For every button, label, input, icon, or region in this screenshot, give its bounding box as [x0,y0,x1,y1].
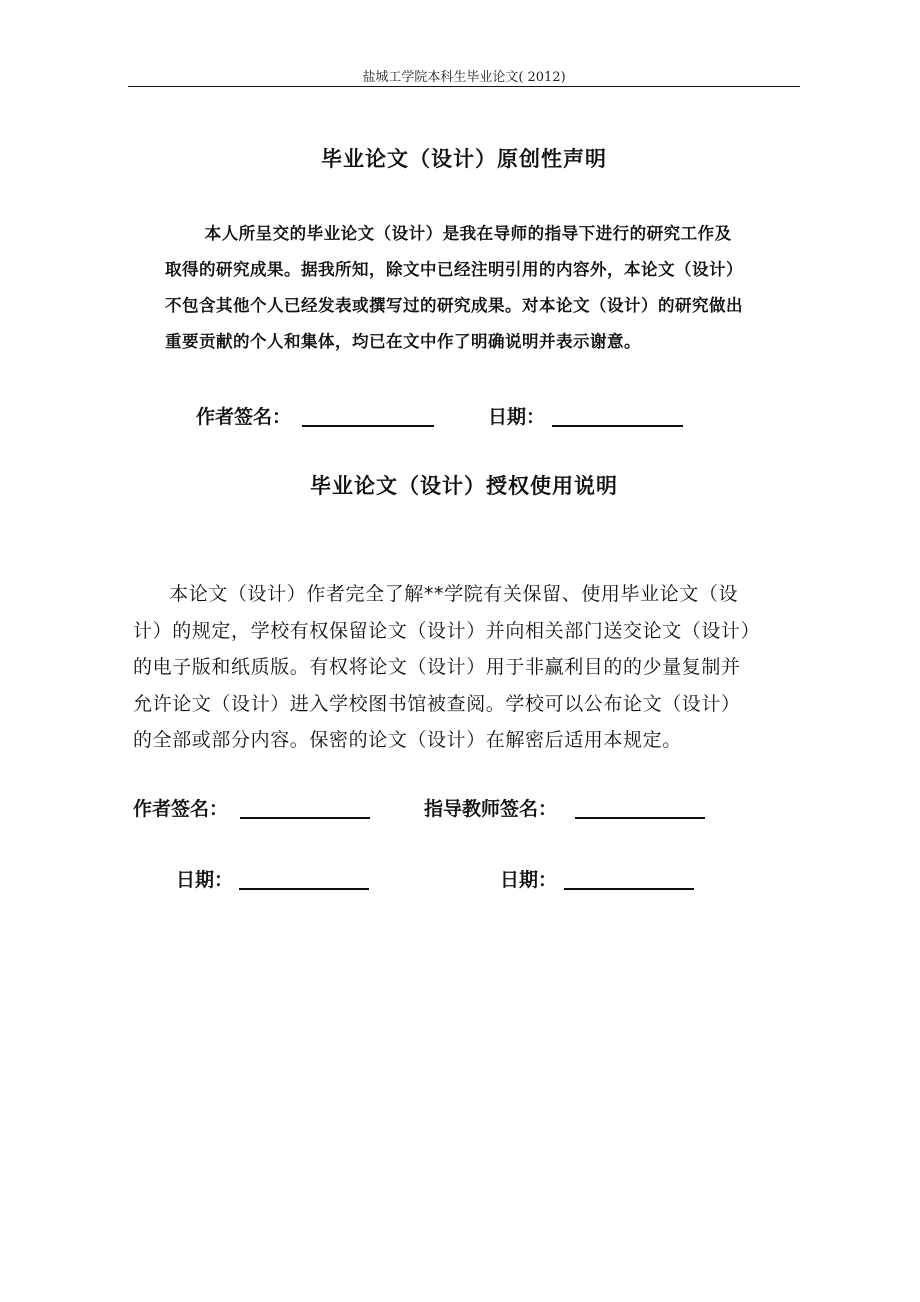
authorization-line-5: 的全部或部分内容。保密的论文（设计）在解密后适用本规定。 [133,729,682,751]
authorization-advisor-date-line[interactable] [564,888,694,890]
authorization-advisor-signature-line[interactable] [575,817,705,819]
declaration-line-3: 不包含其他个人已经发表或撰写过的研究成果。对本论文（设计）的研究做出 [165,296,743,315]
declaration-author-signature-line[interactable] [302,425,434,427]
declaration-date-line[interactable] [552,425,683,427]
authorization-author-signature-line[interactable] [240,817,370,819]
authorization-author-signature-label: 作者签名： [133,798,229,820]
declaration-line-4: 重要贡献的个人和集体，均已在文中作了明确说明并表示谢意。 [165,332,641,351]
declaration-paragraph [165,216,797,360]
running-header: 盐城工学院本科生毕业论文( 2012) [362,70,566,85]
authorization-advisor-signature-label: 指导教师签名： [424,798,558,820]
declaration-date-label: 日期： [488,406,546,428]
header-rule [128,86,800,87]
declaration-title: 毕业论文（设计）原创性声明 [321,147,607,171]
authorization-author-date-label: 日期： [176,869,234,891]
authorization-paragraph [133,576,801,759]
authorization-line-4: 允许论文（设计）进入学校图书馆被查阅。学校可以公布论文（设计） [133,692,741,715]
authorization-advisor-date-label: 日期： [500,869,558,891]
declaration-author-signature-label: 作者签名： [196,406,292,428]
authorization-line-2: 计）的规定，学校有权保留论文（设计）并向相关部门送交论文（设计） [133,619,761,642]
declaration-line-2: 取得的研究成果。据我所知，除文中已经注明引用的内容外，本论文（设计） [165,260,743,279]
authorization-title: 毕业论文（设计）授权使用说明 [310,474,618,498]
authorization-author-date-line[interactable] [239,888,369,890]
authorization-line-3: 的电子版和纸质版。有权将论文（设计）用于非赢利目的的少量复制并 [133,656,741,678]
declaration-line-1: 本人所呈交的毕业论文（设计）是我在导师的指导下进行的研究工作及 [204,224,732,243]
authorization-line-1: 本论文（设计）作者完全了解**学院有关保留、使用毕业论文（设 [169,583,739,605]
